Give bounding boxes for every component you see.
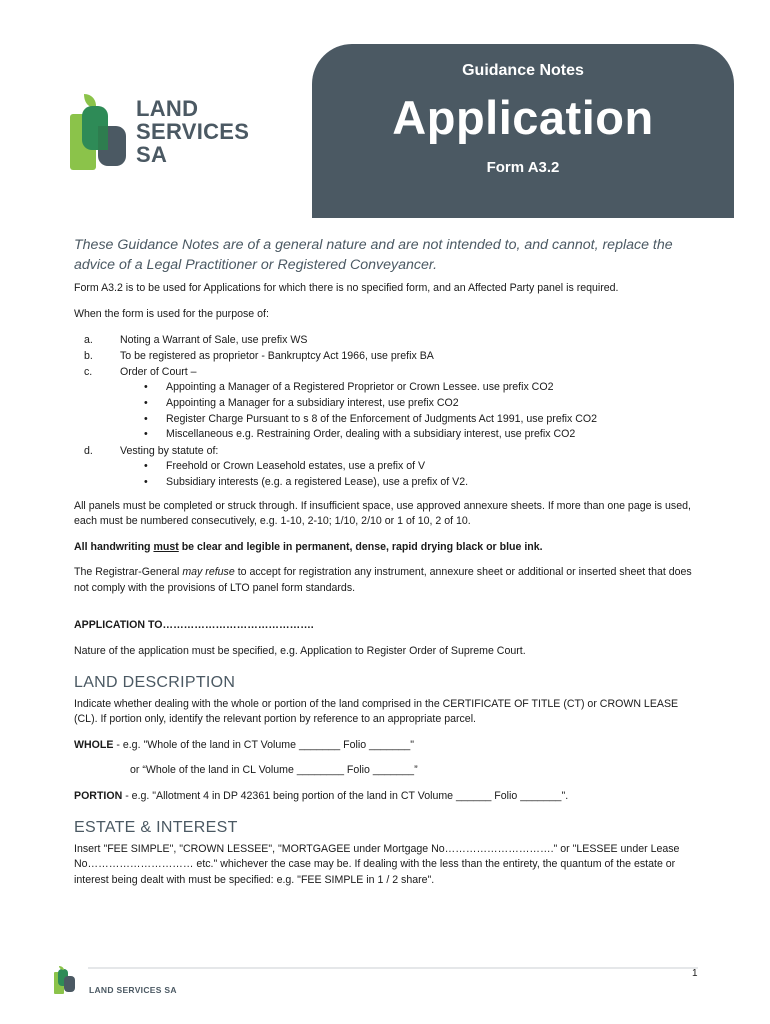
page-title: Application <box>392 91 654 144</box>
sub-list <box>120 459 700 491</box>
estate-interest-heading: ESTATE & INTEREST <box>74 819 238 837</box>
land-description-heading: LAND DESCRIPTION <box>74 674 236 692</box>
handwriting-must: must <box>153 540 179 553</box>
logo-line-1: LAND <box>136 96 199 121</box>
list-marker: c. <box>84 366 93 378</box>
portion-example <box>74 789 700 805</box>
handwriting-notice <box>74 540 700 556</box>
list-marker: d. <box>84 445 93 458</box>
estate-interest-text: Insert "FEE SIMPLE", "CROWN LESSEE", "MORTGAGEE under Mortgage No…………………………." or "LESSEE under Lease No………………………… etc." whichever the case may be. If dealing with the less than the entirety, the quantum of the estate or interest being dealt with must be specified: e.g. "FEE SIMPLE in 1 / 2 share". <box>74 842 680 886</box>
sub-list-item: • Miscellaneous e.g. Restraining Order, dealing with a subsidiary interest, use prefix CO2 <box>120 427 700 443</box>
land-description-text: Indicate whether dealing with the whole or portion of the land comprised in the CERTIFICATE OF TITLE (CT) or CROWN LEASE (CL). If portion only, identify the relevant portion by reference to an appropriate parcel. <box>74 697 679 726</box>
footer-divider <box>88 967 698 969</box>
sub-list <box>120 380 700 443</box>
whole-cl-example: or “Whole of the land in CL Volume ________ Folio _______” <box>130 764 418 777</box>
registrar-post: to accept for registration any instrument, annexure sheet or additional or inserted sheet that does not comply with the provisions of LTO panel form standards. <box>74 566 692 594</box>
list-marker: a. <box>84 334 93 346</box>
list-item-text: Noting a Warrant of Sale, use prefix WS <box>120 334 308 346</box>
registrar-notice <box>74 565 700 596</box>
logo-wordmark <box>136 98 249 167</box>
paragraph-usage: Form A3.2 is to be used for Applications for which there is no specified form, and an Affected Party panel is required. <box>74 282 619 294</box>
logo-line-2: SERVICES <box>136 119 250 144</box>
portion-label: PORTION <box>74 789 123 802</box>
logo-line-3: SA <box>136 142 168 167</box>
main-content <box>74 236 700 898</box>
sub-list-item: • Freehold or Crown Leasehold estates, use a prefix of V <box>120 459 700 475</box>
sub-list-item: • Register Charge Pursuant to s 8 of the Enforcement of Judgments Act 1991, use prefix CO2 <box>120 412 700 428</box>
intro-disclaimer: These Guidance Notes are of a general nature and are not intended to, and cannot, replace the advice of a Legal Practitioner or Registered Conveyancer. <box>74 237 673 273</box>
page-number: 1 <box>692 968 698 979</box>
list-item-text: Vesting by statute of: <box>120 445 219 458</box>
whole-text: - e.g. "Whole of the land in CT Volume _______ Folio _______" <box>113 738 415 751</box>
leaf-logo-icon <box>70 92 130 174</box>
portion-text: - e.g. "Allotment 4 in DP 42361 being portion of the land in CT Volume ______ Folio _______". <box>122 789 569 802</box>
form-number: Form A3.2 <box>486 159 560 176</box>
footer-brand: LAND SERVICES SA <box>89 985 177 995</box>
sub-list-item: • Appointing a Manager of a Registered Proprietor or Crown Lessee. use prefix CO2 <box>120 380 700 396</box>
sub-list-item: • Appointing a Manager for a subsidiary interest, use prefix CO2 <box>120 396 700 412</box>
paragraph-purpose-intro: When the form is used for the purpose of: <box>74 307 269 320</box>
registrar-pre: The Registrar-General <box>74 566 183 579</box>
paragraph-panels: All panels must be completed or struck through. If insufficient space, use approved annexure sheets. If more than one page is used, each must be numbered consecutively, e.g. 1-10, 2-10; 1/10, 2/10 or 1 of 10, 2 of 10. <box>74 499 691 528</box>
guidance-notes-label: Guidance Notes <box>462 62 584 79</box>
land-services-sa-logo <box>70 92 260 174</box>
list-item <box>74 348 700 364</box>
whole-example <box>74 738 700 754</box>
list-marker: b. <box>84 350 93 362</box>
list-item <box>74 332 700 348</box>
list-item <box>74 443 700 491</box>
sub-list-item: • Subsidiary interests (e.g. a registered Lease), use a prefix of V2. <box>120 475 700 491</box>
header-panel <box>312 44 734 218</box>
application-to-label: APPLICATION TO……………………………………. <box>74 619 314 632</box>
handwriting-pre: All handwriting <box>74 540 154 553</box>
list-item <box>74 364 700 443</box>
nature-paragraph: Nature of the application must be specified, e.g. Application to Register Order of Supreme Court. <box>74 644 526 657</box>
purpose-list <box>74 332 700 491</box>
whole-label: WHOLE <box>74 738 114 751</box>
list-item-text: Order of Court – <box>120 366 197 378</box>
footer-leaf-logo-icon <box>54 966 76 994</box>
list-item-text: To be registered as proprietor - Bankruptcy Act 1966, use prefix BA <box>120 350 434 362</box>
registrar-may-refuse: may refuse <box>182 566 235 579</box>
handwriting-post: be clear and legible in permanent, dense, rapid drying black or blue ink. <box>178 540 543 553</box>
